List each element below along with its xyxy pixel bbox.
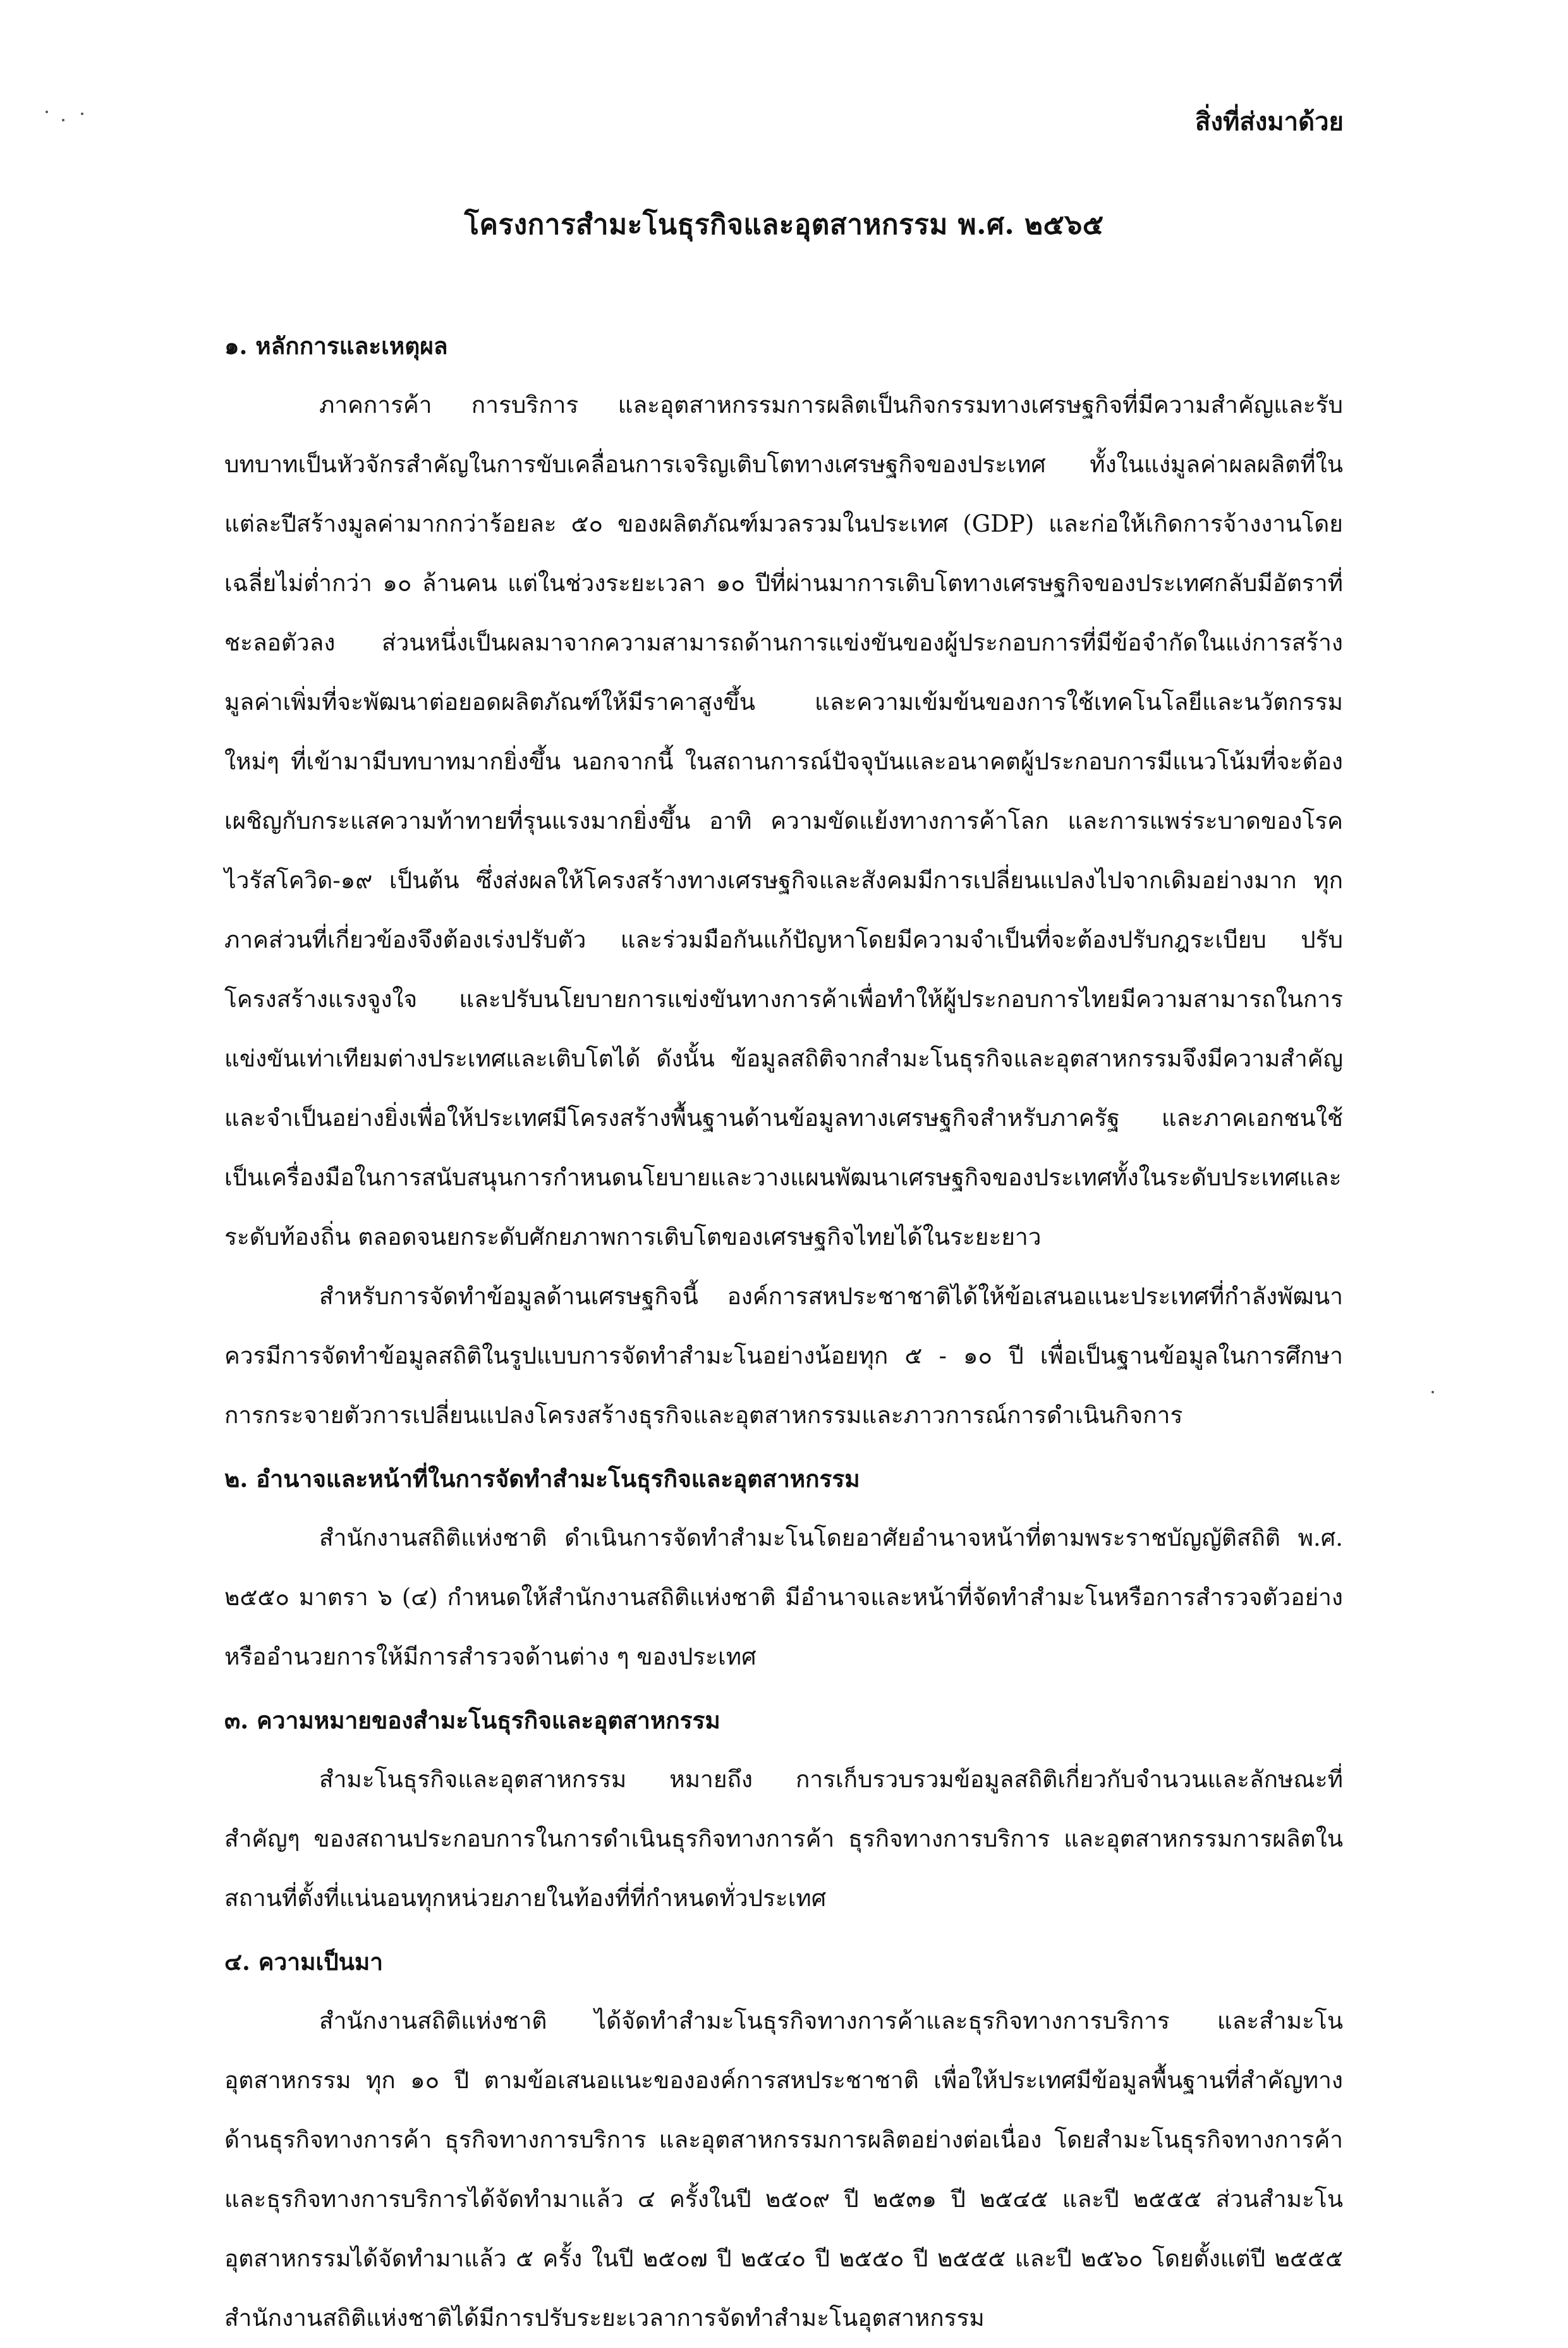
- section-background: [224, 1932, 1343, 2348]
- document-title: โครงการสำมะโนธุรกิจและอุตสาหกรรม พ.ศ. ๒๕๖๕: [464, 209, 1104, 241]
- section-heading: ๓. ความหมายของสำมะโนธุรกิจและอุตสาหกรรม: [224, 1706, 720, 1734]
- section-heading: ๒. อำนาจและหน้าที่ในการจัดทำสำมะโนธุรกิจและอุตสาหกรรม: [224, 1465, 860, 1493]
- scan-speck: [62, 119, 64, 121]
- document-body: [224, 316, 1343, 2348]
- section-authority: [224, 1449, 1343, 1687]
- paragraph: สำมะโนธุรกิจและอุตสาหกรรม หมายถึง การเก็บรวบรวมข้อมูลสถิติเกี่ยวกับจำนวนและลักษณะที่สำคัญๆ ของสถานประกอบการในการดำเนินธุรกิจทางการค้า ธุรกิจทางการบริการ และอุตสาหกรรมการผลิตในสถานที่ตั้งที่แน่นอนทุกหน่วยภายในท้องที่ที่กำหนดทั่วประเทศ: [224, 1766, 1343, 1912]
- paragraph: สำนักงานสถิติแห่งชาติ ได้จัดทำสำมะโนธุรกิจทางการค้าและธุรกิจทางการบริการ และสำมะโนอุตสาหกรรม ทุก ๑๐ ปี ตามข้อเสนอแนะขององค์การสหประชาชาติ เพื่อให้ประเทศมีข้อมูลพื้นฐานที่สำคัญทางด้านธุรกิจทางการค้า ธุรกิจทางการบริการ และอุตสาหกรรมการผลิตอย่างต่อเนื่อง โดยสำมะโนธุรกิจทางการค้าและธุรกิจทางการบริการได้จัดทำมาแล้ว ๔ ครั้งในปี ๒๕๐๙ ปี ๒๕๓๑ ปี ๒๕๔๕ และปี ๒๕๕๕ ส่วนสำมะโนอุตสาหกรรมได้จัดทำมาแล้ว ๕ ครั้ง ในปี ๒๕๐๗ ปี ๒๕๔๐ ปี ๒๕๕๐ ปี ๒๕๕๕ และปี ๒๕๖๐ โดยตั้งแต่ปี ๒๕๕๕ สำนักงานสถิติแห่งชาติได้มีการปรับระยะเวลาการจัดทำสำมะโนอุตสาหกรรม: [224, 2007, 1343, 2332]
- scan-speck: [1431, 1391, 1434, 1393]
- section-principles: [224, 316, 1343, 1445]
- scan-speck: [46, 111, 48, 113]
- section-heading: ๔. ความเป็นมา: [224, 1948, 384, 1976]
- paragraph: สำหรับการจัดทำข้อมูลด้านเศรษฐกิจนี้ องค์การสหประชาชาติได้ให้ข้อเสนอแนะประเทศที่กำลังพัฒนาควรมีการจัดทำข้อมูลสถิติในรูปแบบการจัดทำสำมะโนอย่างน้อยทุก ๕ - ๑๐ ปี เพื่อเป็นฐานข้อมูลในการศึกษาการกระจายตัวการเปลี่ยนแปลงโครงสร้างธุรกิจและอุตสาหกรรมและภาวการณ์การดำเนินกิจการ: [224, 1283, 1343, 1429]
- enclosure-label: สิ่งที่ส่งมาด้วย: [1195, 107, 1344, 137]
- section-definition: [224, 1691, 1343, 1928]
- scan-speck: [81, 113, 83, 115]
- paragraph: ภาคการค้า การบริการ และอุตสาหกรรมการผลิตเป็นกิจกรรมทางเศรษฐกิจที่มีความสำคัญและรับบทบาทเป็นหัวจักรสำคัญในการขับเคลื่อนการเจริญเติบโตทางเศรษฐกิจของประเทศ ทั้งในแง่มูลค่าผลผลิตที่ในแต่ละปีสร้างมูลค่ามากกว่าร้อยละ ๕๐ ของผลิตภัณฑ์มวลรวมในประเทศ (GDP) และก่อให้เกิดการจ้างงานโดยเฉลี่ยไม่ต่ำกว่า ๑๐ ล้านคน แต่ในช่วงระยะเวลา ๑๐ ปีที่ผ่านมาการเติบโตทางเศรษฐกิจของประเทศกลับมีอัตราที่ชะลอตัวลง ส่วนหนึ่งเป็นผลมาจากความสามารถด้านการแข่งขันของผู้ประกอบการที่มีข้อจำกัดในแง่การสร้างมูลค่าเพิ่มที่จะพัฒนาต่อยอดผลิตภัณฑ์ให้มีราคาสูงขึ้น และความเข้มข้นของการใช้เทคโนโลยีและนวัตกรรมใหม่ๆ ที่เข้ามามีบทบาทมากยิ่งขึ้น นอกจากนี้ ในสถานการณ์ปัจจุบันและอนาคตผู้ประกอบการมีแนวโน้มที่จะต้องเผชิญกับกระแสความท้าทายที่รุนแรงมากยิ่งขึ้น อาทิ ความขัดแย้งทางการค้าโลก และการแพร่ระบาดของโรคไวรัสโควิด-๑๙ เป็นต้น ซึ่งส่งผลให้โครงสร้างทางเศรษฐกิจและสังคมมีการเปลี่ยนแปลงไปจากเดิมอย่างมาก ทุกภาคส่วนที่เกี่ยวข้องจึงต้องเร่งปรับตัว และร่วมมือกันแก้ปัญหาโดยมีความจำเป็นที่จะต้องปรับกฎระเบียบ ปรับโครงสร้างแรงจูงใจ และปรับนโยบายการแข่งขันทางการค้าเพื่อทำให้ผู้ประกอบการไทยมีความสามารถในการแข่งขันเท่าเทียมต่างประเทศและเติบโตได้ ดังนั้น ข้อมูลสถิติจากสำมะโนธุรกิจและอุตสาหกรรมจึงมีความสำคัญและจำเป็นอย่างยิ่งเพื่อให้ประเทศมีโครงสร้างพื้นฐานด้านข้อมูลทางเศรษฐกิจสำหรับภาครัฐ และภาคเอกชนใช้เป็นเครื่องมือในการสนับสนุนการกำหนดนโยบายและวางแผนพัฒนาเศรษฐกิจของประเทศทั้งในระดับประเทศและระดับท้องถิ่น ตลอดจนยกระดับศักยภาพการเติบโตของเศรษฐกิจไทยได้ในระยะยาว: [224, 391, 1343, 1250]
- section-heading: ๑. หลักการและเหตุผล: [224, 332, 448, 360]
- paragraph: สำนักงานสถิติแห่งชาติ ดำเนินการจัดทำสำมะโนโดยอาศัยอำนาจหน้าที่ตามพระราชบัญญัติสถิติ พ.ศ. ๒๕๕๐ มาตรา ๖ (๔) กำหนดให้สำนักงานสถิติแห่งชาติ มีอำนาจและหน้าที่จัดทำสำมะโนหรือการสำรวจตัวอย่าง หรืออำนวยการให้มีการสำรวจด้านต่าง ๆ ของประเทศ: [224, 1524, 1343, 1670]
